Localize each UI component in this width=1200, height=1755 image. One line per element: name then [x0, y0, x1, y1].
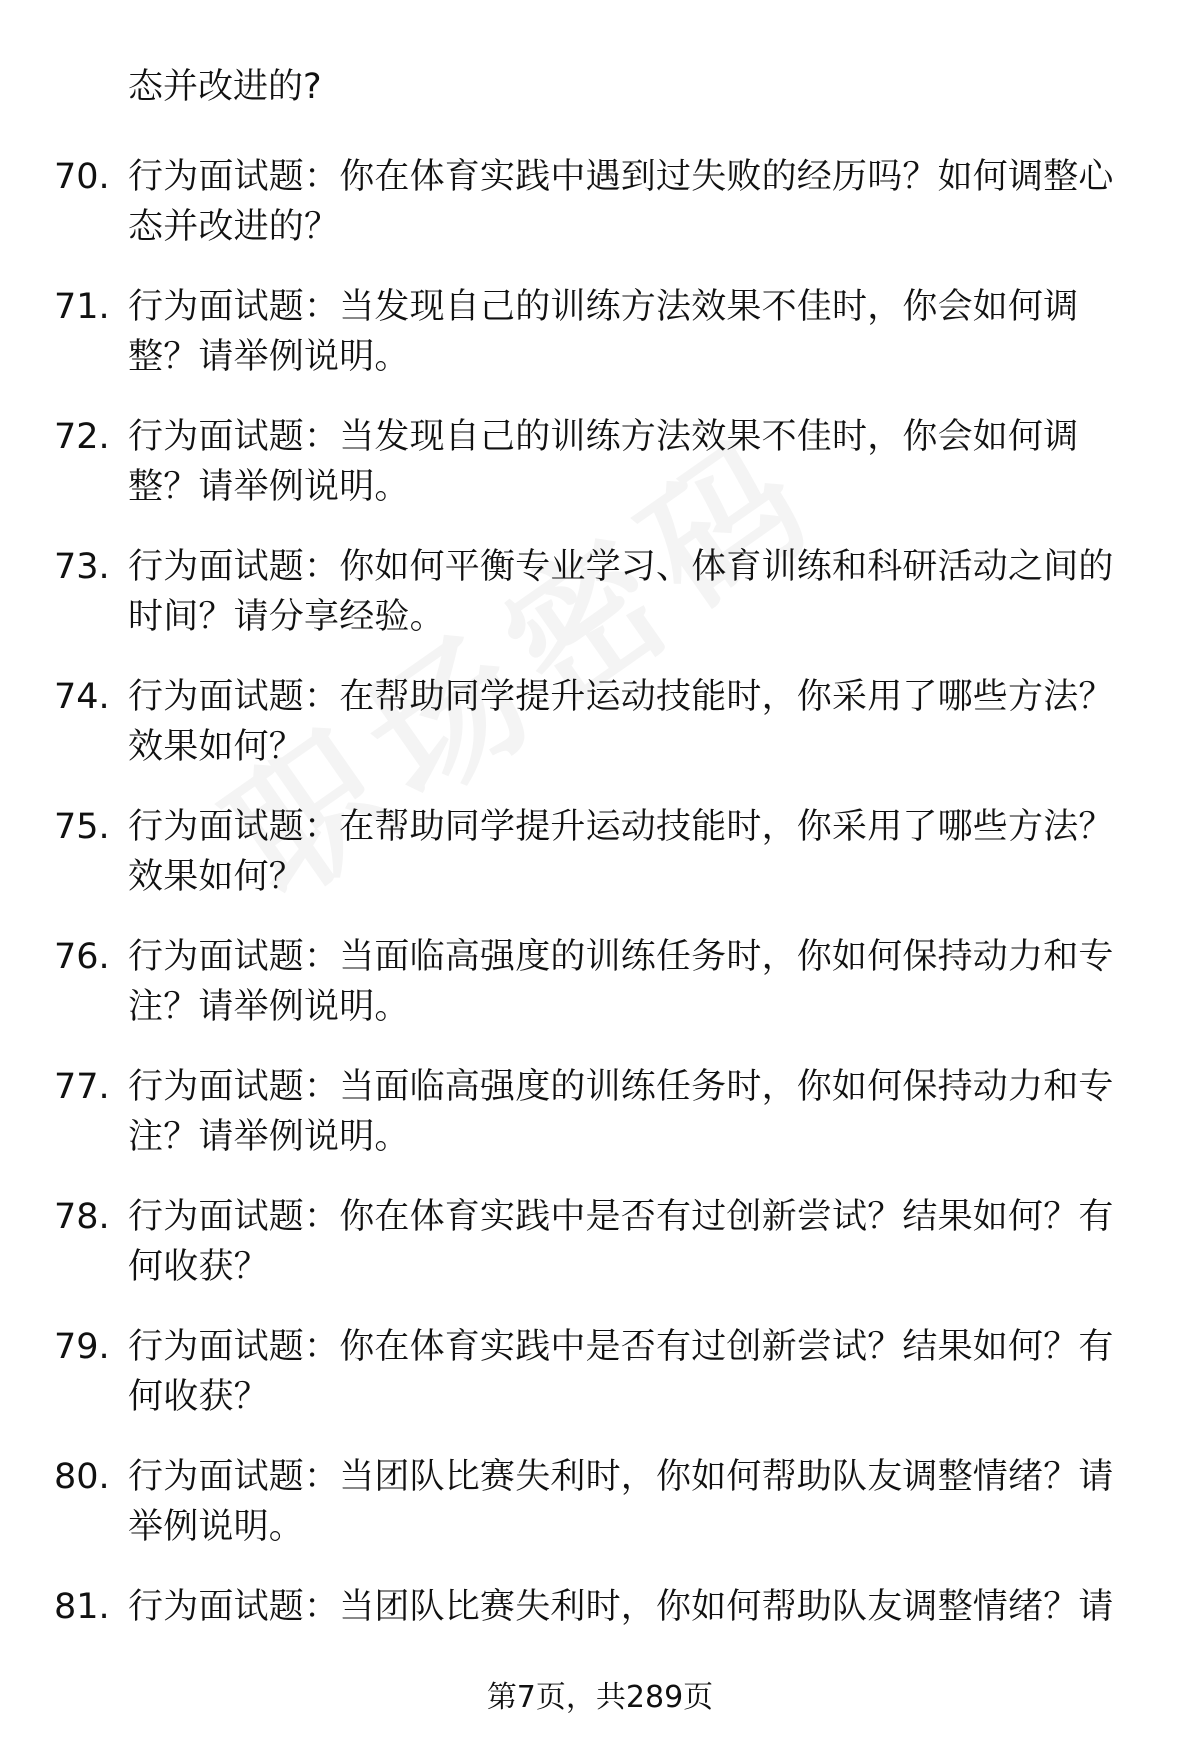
question-list	[0, 152, 1200, 1712]
question-text: 行为面试题：你如何平衡专业学习、体育训练和科研活动之间的时间？请分享经验。	[128, 547, 1114, 637]
question-item-80	[0, 1452, 1200, 1582]
question-number: 77.	[54, 1067, 110, 1107]
question-text: 行为面试题：当面临高强度的训练任务时，你如何保持动力和专注？请举例说明。	[128, 937, 1114, 1027]
question-number: 74.	[54, 677, 110, 717]
question-number: 72.	[54, 417, 110, 457]
question-item-72	[0, 412, 1200, 542]
question-item-70	[0, 152, 1200, 282]
question-text: 行为面试题：你在体育实践中遇到过失败的经历吗？如何调整心态并改进的？	[128, 157, 1114, 247]
page-number-footer: 第7页，共289页	[486, 1680, 714, 1715]
question-item-78	[0, 1192, 1200, 1322]
question-text: 行为面试题：你在体育实践中是否有过创新尝试？结果如何？有何收获？	[128, 1197, 1114, 1287]
question-number: 79.	[54, 1327, 110, 1367]
question-number: 76.	[54, 937, 110, 977]
question-text: 行为面试题：当团队比赛失利时，你如何帮助队友调整情绪？请举例说明。	[128, 1457, 1114, 1547]
question-item-76	[0, 932, 1200, 1062]
question-number: 75.	[54, 807, 110, 847]
question-text: 行为面试题：当发现自己的训练方法效果不佳时，你会如何调整？请举例说明。	[128, 287, 1079, 377]
question-item-71	[0, 282, 1200, 412]
question-text: 行为面试题：当面临高强度的训练任务时，你如何保持动力和专注？请举例说明。	[128, 1067, 1114, 1157]
question-text: 行为面试题：当发现自己的训练方法效果不佳时，你会如何调整？请举例说明。	[128, 417, 1079, 507]
question-number: 78.	[54, 1197, 110, 1237]
question-text: 行为面试题：当团队比赛失利时，你如何帮助队友调整情绪？请	[128, 1587, 1114, 1627]
question-number: 81.	[54, 1587, 110, 1627]
question-number: 80.	[54, 1457, 110, 1497]
question-item-73	[0, 542, 1200, 672]
question-text: 行为面试题：你在体育实践中是否有过创新尝试？结果如何？有何收获？	[128, 1327, 1114, 1417]
question-number: 73.	[54, 547, 110, 587]
question-number: 70.	[54, 157, 110, 197]
question-number: 71.	[54, 287, 110, 327]
question-item-79	[0, 1322, 1200, 1452]
question-item-75	[0, 802, 1200, 932]
question-item-74	[0, 672, 1200, 802]
continued-question-text: 态并改进的?	[128, 67, 322, 107]
question-text: 行为面试题：在帮助同学提升运动技能时，你采用了哪些方法？效果如何？	[128, 807, 1114, 897]
question-text: 行为面试题：在帮助同学提升运动技能时，你采用了哪些方法？效果如何？	[128, 677, 1114, 767]
question-item-77	[0, 1062, 1200, 1192]
